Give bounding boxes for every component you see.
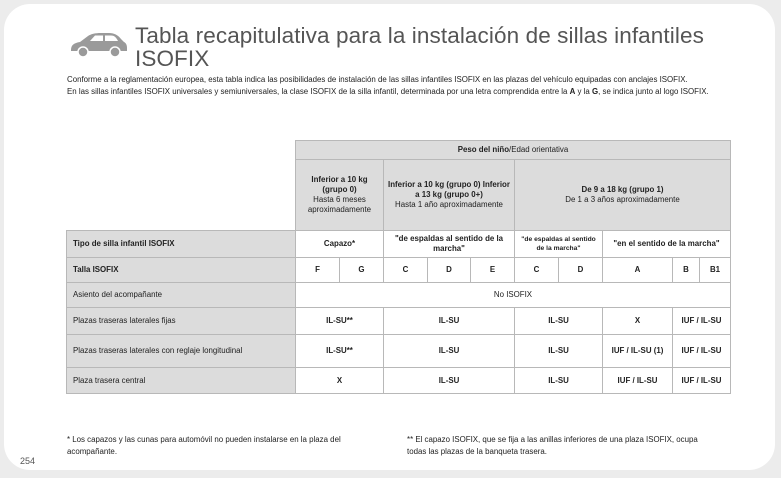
page-number: 254 bbox=[20, 456, 36, 466]
table-cell: IUF / IL-SU bbox=[673, 308, 731, 335]
page-title: Tabla recapitulativa para la instalación de sillas infantiles ISOFIX bbox=[135, 23, 704, 71]
table-cell: IUF / IL-SU (1) bbox=[603, 335, 673, 368]
table-cell: X bbox=[296, 368, 384, 394]
size-cell: F bbox=[296, 258, 340, 283]
group-1-header: De 9 a 18 kg (grupo 1) De 1 a 3 años aproximadamente bbox=[515, 160, 731, 231]
size-cell: A bbox=[603, 258, 673, 283]
group-0-header: Inferior a 10 kg (grupo 0) Hasta 6 meses aproximadamente bbox=[296, 160, 384, 231]
type-cell-carrycot: Capazo* bbox=[296, 231, 384, 258]
size-cell: C bbox=[515, 258, 559, 283]
table-cell: IL-SU** bbox=[296, 308, 384, 335]
footnote-right: ** El capazo ISOFIX, que se fija a las anillas inferiores de una plaza ISOFIX, ocupa todas las plazas de la banqueta trasera. bbox=[407, 435, 698, 456]
row-label-rear-outer-fixed: Plazas traseras laterales fijas bbox=[67, 308, 296, 335]
size-cell: C bbox=[384, 258, 428, 283]
size-cell: G bbox=[340, 258, 384, 283]
size-cell: B1 bbox=[700, 258, 731, 283]
intro-paragraph-2: En las sillas infantiles ISOFIX universales y semiuniversales, la clase ISOFIX de la silla infantil, determinada por una letra comprendida entre la A y la G, se indica junto al logo ISOFIX. bbox=[67, 87, 709, 96]
group-0plus-header: Inferior a 10 kg (grupo 0) Inferior a 13 kg (grupo 0+) Hasta 1 año aproximadamente bbox=[384, 160, 515, 231]
type-cell-rear-facing-2: "de espaldas al sentido de la marcha" bbox=[515, 231, 603, 258]
size-cell: D bbox=[559, 258, 603, 283]
weight-header: Peso del niño/Edad orientativa bbox=[296, 141, 731, 160]
table-cell: IL-SU bbox=[384, 368, 515, 394]
table-cell: IUF / IL-SU bbox=[673, 335, 731, 368]
row-label-rear-center: Plaza trasera central bbox=[67, 368, 296, 394]
table-cell: IUF / IL-SU bbox=[603, 368, 673, 394]
footnote-left: * Los capazos y las cunas para automóvil no pueden instalarse en la plaza del acompañante. bbox=[67, 435, 341, 456]
row-label-passenger-seat: Asiento del acompañante bbox=[67, 283, 296, 308]
table-cell: IL-SU bbox=[515, 308, 603, 335]
row-label-isofix-size: Talla ISOFIX bbox=[67, 258, 296, 283]
table-cell: IL-SU bbox=[384, 308, 515, 335]
row-label-seat-type: Tipo de silla infantil ISOFIX bbox=[67, 231, 296, 258]
table-cell: IL-SU bbox=[515, 368, 603, 394]
type-cell-forward-facing: "en el sentido de la marcha" bbox=[603, 231, 731, 258]
size-cell: D bbox=[428, 258, 471, 283]
document-page bbox=[4, 4, 775, 470]
table-cell: IUF / IL-SU bbox=[673, 368, 731, 394]
intro-paragraph-1: Conforme a la reglamentación europea, esta tabla indica las posibilidades de instalación de las sillas infantiles ISOFIX en las plazas del vehículo equipadas con anclajes ISOFIX. bbox=[67, 75, 688, 84]
table-cell: IL-SU bbox=[515, 335, 603, 368]
size-cell: B bbox=[673, 258, 700, 283]
intro-text bbox=[67, 74, 737, 98]
table-cell: X bbox=[603, 308, 673, 335]
type-cell-rear-facing: "de espaldas al sentido de la marcha" bbox=[384, 231, 515, 258]
size-cell: E bbox=[471, 258, 515, 283]
row-label-rear-outer-sliding: Plazas traseras laterales con reglaje longitudinal bbox=[67, 335, 296, 368]
table-cell: IL-SU bbox=[384, 335, 515, 368]
passenger-seat-value: No ISOFIX bbox=[296, 283, 731, 308]
isofix-table bbox=[66, 140, 731, 394]
car-icon bbox=[68, 31, 128, 59]
table-cell: IL-SU** bbox=[296, 335, 384, 368]
